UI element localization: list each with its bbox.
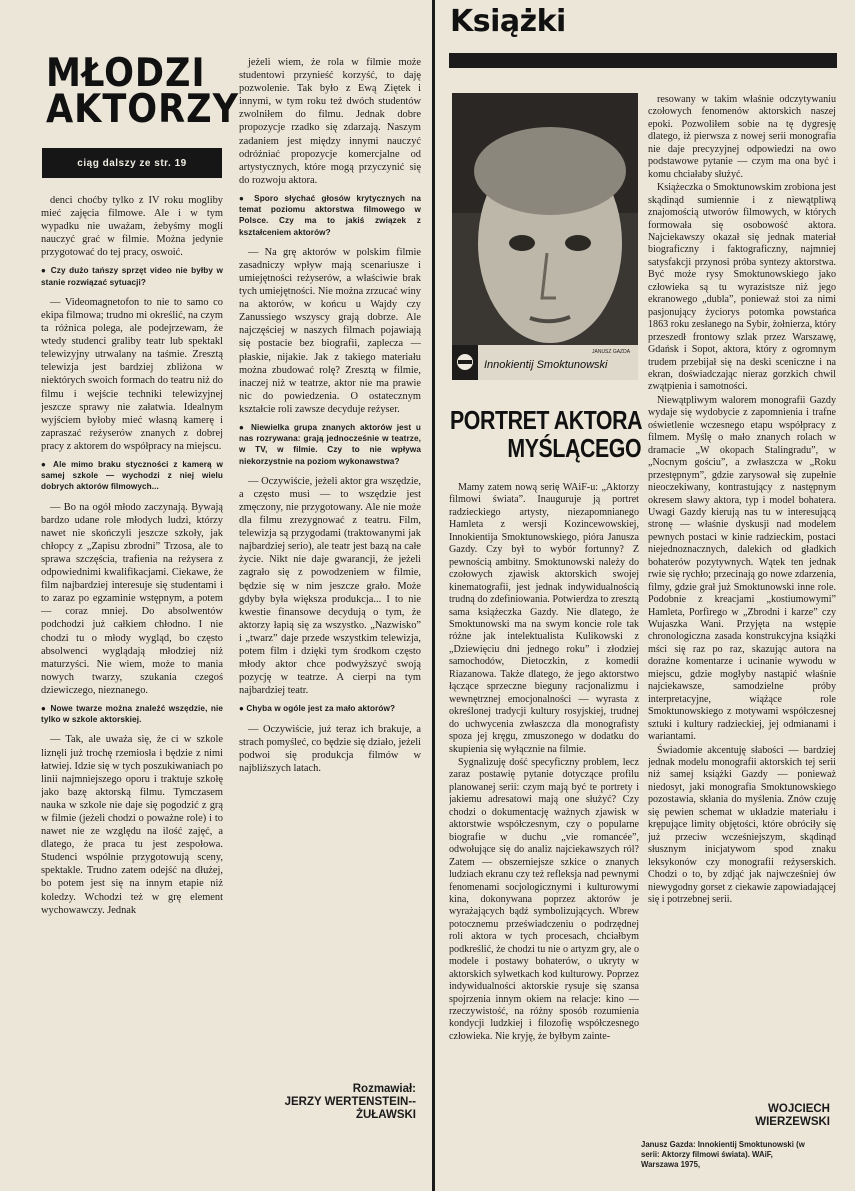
- headline-line-1: PORTRET AKTORA: [450, 405, 643, 435]
- body-paragraph: — Na grę aktorów w polskim filmie zasadniczy wpływ mają scenariusze i umiejętności reżyserów, a właściwie brak tych umiejętności. Nie można zrzucać winy na aktorów, w końcu u Wajdy czy Zanussiego wszyscy grają dobrze. Ale najczęściej w naszych filmach pojawiają się postacie bez biografii, zaplecza — płaskie, nijakie. Jak z takiego materiału można zbudować rolę? Zresztą w filmie, inaczej niż w teatrze, aktor nie ma prawie nic do powiedzenia. O ostatecznym kształcie roli zawsze decyduje reżyser.: [239, 246, 421, 415]
- actor-portrait-image: [452, 93, 638, 380]
- interview-question: ● Ale mimo braku styczności z kamerą w samej szkole — wychodzi z niej wielu dobrych aktorów filmowych...: [41, 460, 223, 492]
- body-paragraph: — Bo na ogół młodo zaczynają. Bywają bardzo udane role młodych ludzi, którzy nawet nie skończyli jeszcze szkoły, jak chłopcy z „Zapisu zbrodni” Trzosa, ale to sprawa szczęścia, trafienia na reżysera z odpowiednimi kwalifikacjami. Ciekawe, że film najbardziej interesuje się studentami i to zaraz po egzaminie wstępnym, a potem — coraz mniej. Do absolwentów podchodzi już całkiem chłodno. I nie chodzi tu o młody wygląd, bo często absolwenci wyglądają młodziej niż maturzyści. Nie wiem, może to mania nowych twarzy, szukania czegoś dziewiczego, nieznanego.: [41, 501, 223, 696]
- right-column-2: [648, 94, 836, 1094]
- interviewer-credit: [260, 1083, 416, 1122]
- body-paragraph: Niewątpliwym walorem monografii Gazdy wydaje się wydobycie z zapomnienia i trafne oświetlenie wczesnego etapu współpracy z filmem. Myślę o mało znanych rolach w dramacie „W okopach Stalingradu”, w „Nocnym gościu”, a zwłaszcza w „Roku przestępnym”, gdzie zarysował się zupełnie nieoczekiwany, kontrastujący z następnym okresem sławy aktora, typ i model bohatera. Uwagi Gazdy kierują nas tu w interesującą stronę — właśnie dyskusji nad modelem pewnych postaci w kinie radzieckim, postaci niejednoznacznych, dalekich od gładkich bohaterów pozytywnych. Wątek ten jednak rwie się rychło; przecinają go nowe zdarzenia, filmy, gdzie grał już Smoktunowski inne role. Podobnie z kreacjami „kostiumowymi” Hamleta, Porfirego w „Zbrodni i karze” czy Wujaszka Wani. Przyjęta na wstępie chronologiczna zasada konstrukcyjna książki mści się raz po raz, skazując autora na doraźne komentarze i ucinanie wywodu w miejscu, gdzie mogłyby nastąpić właśnie najciekawsze, samodzielne próby interpretacyjne, wiążące role Smoktunowskiego z motywami współczesnej sztuki i kultury radzieckiej, jej odmianami i wariantami.: [648, 394, 836, 743]
- interview-question: ● Nowe twarze można znaleźć wszędzie, nie tylko w szkole aktorskiej.: [41, 704, 223, 725]
- body-paragraph: — Oczywiście, już teraz ich brakuje, a strach pomyśleć, co będzie się działo, jeżeli podwoi się produkcja filmów w najbliższych latach.: [239, 723, 421, 774]
- book-caption: Janusz Gazda: Innokientij Smoktunowski (w serii: Aktorzy filmowi świata). WAiF, Warszawa 1975,: [641, 1140, 805, 1169]
- interviewer-label: Rozmawiał:: [352, 1083, 416, 1095]
- article-title: MŁODZI AKTORZY: [46, 51, 239, 132]
- body-paragraph: — Tak, ale uważa się, że ci w szkole liznęli już trochę rzemiosła i będzie z nimi łatwiej. Idzie się w tych poszukiwaniach po linii najmniejszego oporu i traktuje szkołę jako bazę aktorską filmu. Tymczasem nauka w szkole nie daje się pogodzić z grą w filmie (jeżeli chodzi o poważne role) i to nawet nie ze względu na ilość zajęć, a dlatego, że praca tu jest zespołowa. Studenci wspólnie przygotowują sceny, spektakle. Trudno zatem odejść na dłużej, bo potem jest się na innym etapie niż koledzy. Wchodzi też w grę element wychowawczy. Jednak: [41, 734, 223, 916]
- body-paragraph: — Videomagnetofon to nie to samo co ekipa filmowa; trudno mi określić, na czym ta różnica polega, ale podejrzewam, że wtedy studenci graliby teatr lub spektakl telewizyjny utrwalany na taśmie. Zresztą telewizja jest bardziej zbliżona w niektórych swoich formach do teatru niż do filmu i wejście techniki telewizyjnej jeszcze sprawy nie załatwia. Idealnym wyjściem byłoby mieć własną kamerę i zapraszać reżyserów znanych z dobrej pracy z aktorem do współpracy na miejscu.: [41, 296, 223, 452]
- body-paragraph: Świadomie akcentuję słabości — bardziej jednak modelu monografii aktorskich tej serii niż samej książki Gazdy — ponieważ niedosyt, jaki monografia Smoktunowskiego pozostawia, skłania do myślenia. Znów czuję się pewien schemat w układzie materiału i krępujące limity objętości, które obróciły się już przeciw wcześniejszym, skądinąd słusznym inicjatywom spod znaku leksykonów czy monografii reżyserskich. Chodzi o to, by zdjąć jak najwcześniej ów niewygodny gorset z ciekawie zapowiadającej się i potrzebnej serii.: [648, 744, 836, 905]
- body-paragraph: denci choćby tylko z IV roku mogliby mieć zajęcia filmowe. Ale i w tym wypadku nie uważam, żebyśmy mogli nauczyć grać w filmie. Można jedynie przygotować do tej pracy, oswoić.: [41, 195, 223, 259]
- photo-small-label: JANUSZ GAZDA: [592, 349, 631, 355]
- body-paragraph: Książeczka o Smoktunowskim zrobiona jest skądinąd sumiennie i z niewątpliwą znajomością utworów filmowych, w których formowała się osobowość aktora. Najciekawszy okazał się jednak materiał biograficzny i faktograficzny, najmniej satysfakcji przynosi próba syntezy aktorstwa. Być może rysy Smoktunowskiego jako człowieka są tu wyrazistsze niż jego ekranowego „dubla”, ponieważ stoi za nimi pasjonujący życiorys potomka powstańca 1863 roku zesłanego na Sybir, żołnierza, który przeszedł frontowy szlak przez Warszawę, Gdańsk i Sopot, aktora, który z ogromnym trudem przebijał się na deski sceniczne i na ekran, doświadczając nieraz gorzkich chwil zwątpienia i samotności.: [648, 182, 836, 393]
- section-title: Książki: [450, 4, 566, 39]
- photo-caption: Innokientij Smoktunowski: [484, 359, 608, 371]
- body-paragraph: Sygnalizuję dość specyficzny problem, lecz zaraz postawię pytanie dotyczące profilu planowanej serii: czym mają być te portrety i jakiemu adresatowi mają one służyć? Czy chodzi o dokumentację ważnych zjawisk w aktorstwie współczesnym, czy o popularne biografie w duchu „vie romancée”, odwołujące się do analiz najciekawszych ról? Zatem — obszerniejsze szkice o znanych ludziach ekranu czy też refleksja nad pewnymi fenomenami socjologicznymi i kulturowymi kina, dokonywana poprzez aktorów je wyrażających bądź symbolizujących. Wbrew potocznemu przeświadczeniu o podrzędnej roli aktora w tych procesach, chciałbym podkreślić, że chodzi tu nie o artyzm gry, ale o modele i postawy bohaterów, o ukryty w aktorskich sylwetkach kod kulturowy. Poprzez indywidualności aktorskie rysuje się szansa spojrzenia innym okiem na relacje: kino — rzeczywistość, na różny sposób rozumienia kondycji ludzkiej i filozofię współczesnego człowieka. Nie kryję, że byłbym zainte-: [449, 756, 639, 1042]
- left-column-1: [41, 194, 223, 1179]
- interviewer-name: JERZY WERTENSTEIN--ŻUŁAWSKI: [284, 1096, 416, 1121]
- interview-question: ● Sporo słychać głosów krytycznych na temat poziomu aktorstwa filmowego w Polsce. Czy ma to jakiś związek z kształceniem aktorów?: [239, 193, 421, 237]
- left-column-2: [239, 56, 421, 1076]
- actor-photo: [452, 93, 638, 380]
- continuation-banner: ciąg dalszy ze str. 19: [42, 148, 222, 178]
- body-paragraph: Mamy zatem nową serię WAiF-u: „Aktorzy filmowi świata”. Inauguruje ją portret radzieckiego artysty, niezapomnianego Hamleta z wersji Kozincewowskiej, Innokientija Smoktunowskiego, pióra Janusza Gazdy. Czy był to wybór fortunny? Z pewnością ambitny. Smoktunowski należy do czołowych zjawisk aktorskich swojej kinematografii, jest jednak indywidualnością trudną do zdefiniowania. Potwierdza to zresztą sama książeczka Gazdy. Nie dlatego, że Smoktunowski ma na swym koncie role tak różne jak intelektualista Kulikowski z „Dziewięciu dni jednego roku” i złodziej samochodów, Dietoczkin, z komedii Riazanowa. Także dlatego, że jego aktorstwo łączące sprzeczne bieguny racjonalizmu i wewnętrznej emocjonalności — wyrasta z określonej tradycji kultury rosyjskiej, trudnej do uchwycenia zwłaszcza dla monografisty spoza jej kręgu, zmuszonego w dodatku do skupienia się wyłącznie na filmie.: [449, 482, 639, 755]
- review-author: WOJCIECH WIERZEWSKI: [755, 1103, 830, 1128]
- body-paragraph: jeżeli wiem, że rola w filmie może studentowi przynieść korzyść, to daję pozwolenie. Tak było z Ewą Ziętek i innymi, w tym roku też dwóch studentów zwolniłem do filmu. Jednak dobre propozycje rzadko się zdarzają. Naszym zadaniem jest między innymi nauczyć odróżniać propozycje komercjalne od artystycznych, które mogą przyczynić się do rozwoju aktora.: [239, 57, 421, 186]
- column-separator: [432, 0, 435, 1191]
- review-headline: [450, 405, 643, 463]
- headline-line-2: MYŚLĄCEGO: [507, 433, 642, 463]
- section-header-bar: [449, 53, 837, 68]
- right-column-1: [449, 482, 639, 1182]
- body-paragraph: resowany w takim właśnie odczytywaniu czołowych fenomenów aktorskich naszej epoki. Pozwoliłem sobie na tę dygresję dlatego, iż pierwsza z nowej serii monografia nie daje precyzyjnej odpowiedzi na owo podstawowe pytanie — czym ma ona być i komu chciałaby służyć.: [648, 94, 836, 180]
- interview-question: ● Chyba w ogóle jest za mało aktorów?: [239, 704, 396, 714]
- body-paragraph: — Oczywiście, jeżeli aktor gra wszędzie, a często musi — to wszędzie jest zmęczony, nie przygotowany. Ale nie może dla filmu zrezygnować z teatru. Film, telewizja są przygodami (traktowanymi jak najbardziej serio), ale teatr jest bazą na całe życie. Nikt nie daje gwarancji, że jeżeli zagrało się z powodzeniem w filmie, będzie się w nim jeszcze grało. Może gdyby była większa produkcja... I to nie kwestie finansowe decydują o tym, że aktorzy łapią się za wszystko. „Nazwisko” i „twarz” daje przede wszystkim telewizja, potem film i dzięki tym środkom często młody aktor chce podwyższyć swoją pozycję w teatrze. A cierpi na tym najbardziej teatr.: [239, 475, 421, 697]
- interview-question: ● Niewielka grupa znanych aktorów jest u nas rozrywana: grają jednocześnie w teatrze, w TV, w filmie. Czy to nie wpływa niekorzystnie na poziom wykonawstwa?: [239, 422, 421, 466]
- interview-question: ● Czy dużo tańszy sprzęt video nie byłby w stanie rozwiązać sytuacji?: [41, 266, 223, 287]
